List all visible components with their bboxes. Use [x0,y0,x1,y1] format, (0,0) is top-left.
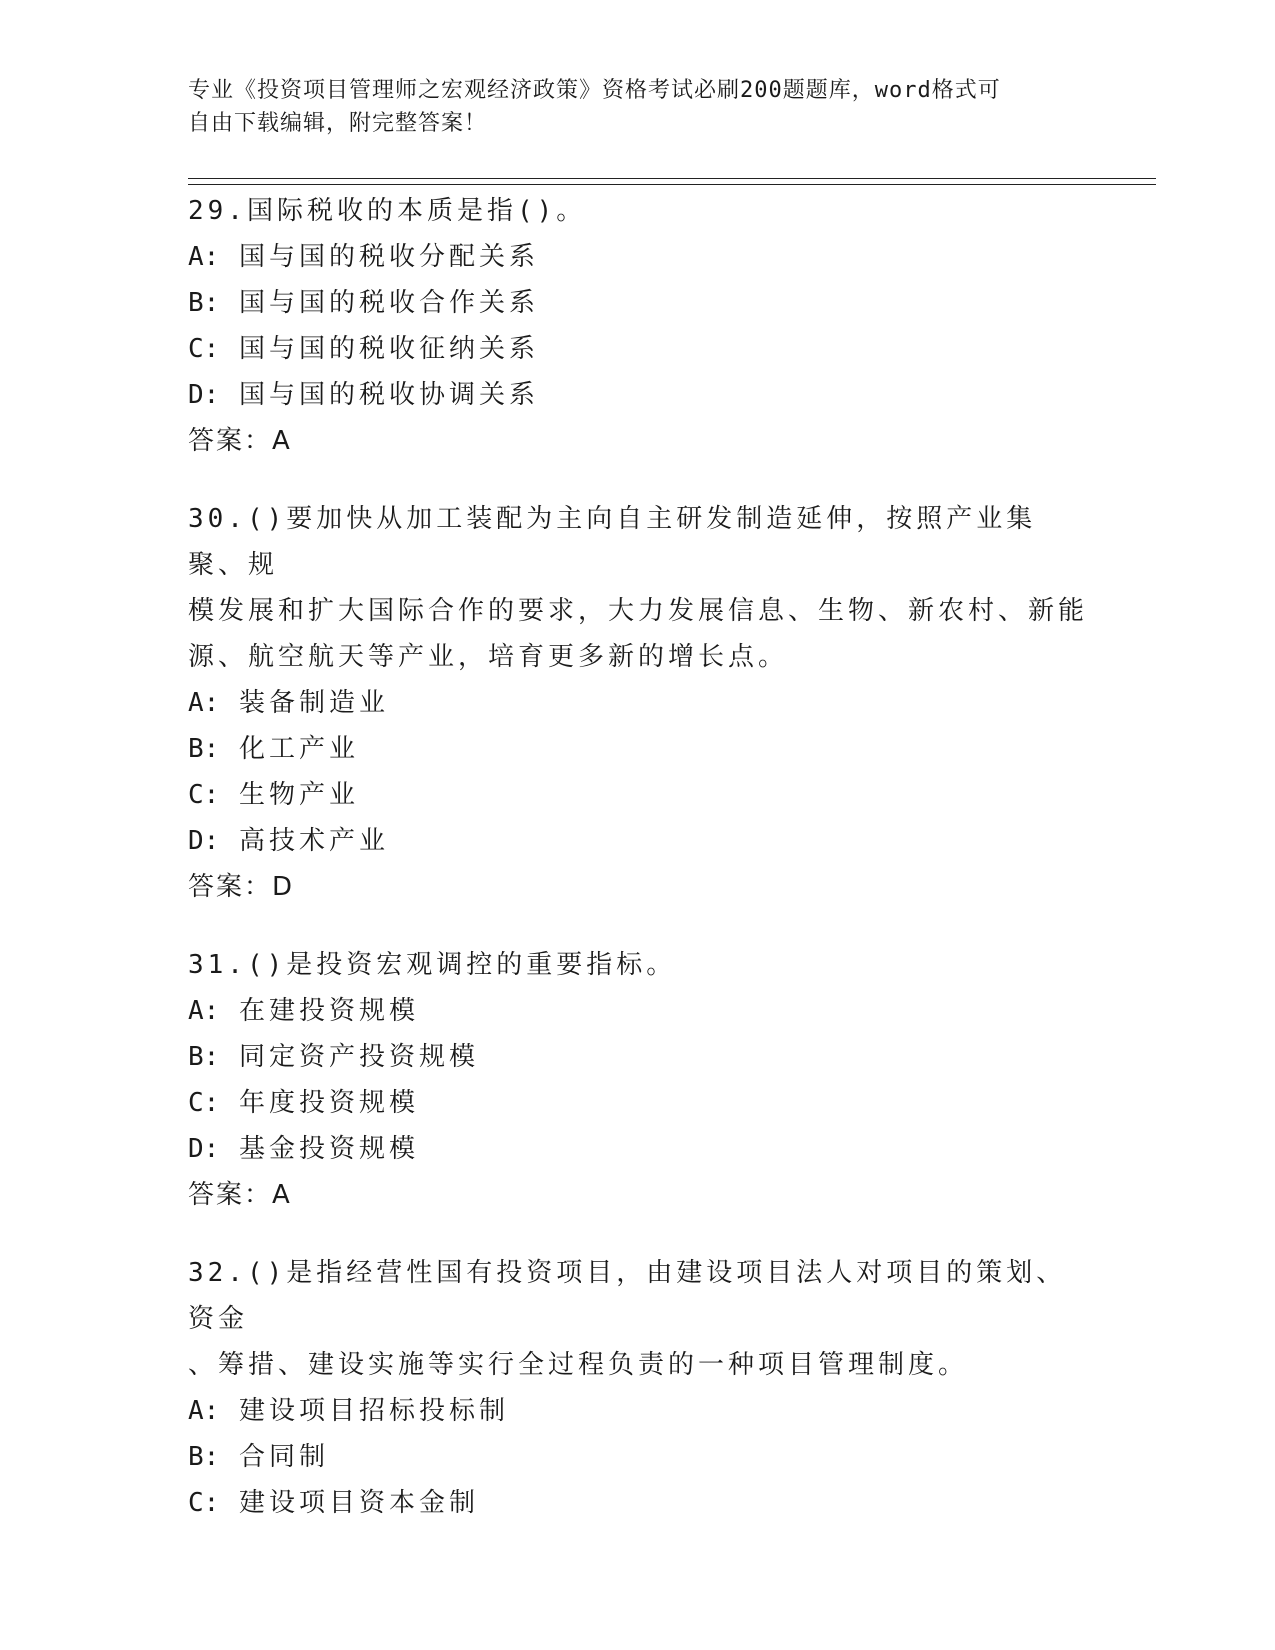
header-divider-top [188,178,1156,179]
option-letter: A: [188,1396,220,1426]
answer-option [188,988,1088,1034]
option-letter: C: [188,780,220,810]
question-stem-line: 模发展和扩大国际合作的要求，大力发展信息、生物、新农村、新能 [188,596,1089,626]
option-letter: C: [188,1088,220,1118]
answer-option [188,680,1088,726]
question-stem-line: 源、航空航天等产业，培育更多新的增长点。 [188,642,789,672]
option-text: 基金投资规模 [238,1134,419,1164]
question-block [188,188,1088,464]
answer-option [188,1126,1088,1172]
option-text: 国与国的税收分配关系 [238,242,539,272]
question-stem-line: 、筹措、建设实施等实行全过程负责的一种项目管理制度。 [188,1350,969,1380]
question-list [188,188,1088,1558]
header-divider-bottom [188,184,1156,185]
answer-option [188,372,1088,418]
answer-option [188,726,1088,772]
question-stem-line: 32.()是指经营性国有投资项目，由建设项目法人对项目的策划、资金 [188,1258,1067,1334]
header-line-2: 自由下载编辑，附完整答案！ [188,111,488,136]
option-text: 高技术产业 [238,826,389,856]
option-letter: D: [188,1134,220,1164]
option-text: 国与国的税收协调关系 [238,380,539,410]
option-text: 化工产业 [238,734,359,764]
option-letter: A: [188,996,220,1026]
option-letter: B: [188,288,220,318]
answer-key: 答案：A [188,1180,292,1210]
option-text: 建设项目资本金制 [238,1488,479,1518]
answer-key: 答案：D [188,872,295,902]
option-letter: B: [188,1442,220,1472]
question-block [188,942,1088,1218]
option-letter: B: [188,734,220,764]
option-text: 国与国的税收合作关系 [238,288,539,318]
option-letter: B: [188,1042,220,1072]
option-text: 合同制 [238,1442,329,1472]
option-text: 装备制造业 [238,688,389,718]
document-header [188,74,1088,140]
answer-option [188,1034,1088,1080]
answer-option [188,1434,1088,1480]
answer-option [188,818,1088,864]
question-block [188,496,1088,910]
answer-option [188,1388,1088,1434]
option-text: 国与国的税收征纳关系 [238,334,539,364]
question-stem-line: 30.()要加快从加工装配为主向自主研发制造延伸，按照产业集聚、规 [188,504,1037,580]
header-line-1: 专业《投资项目管理师之宏观经济政策》资格考试必刷200题题库，word格式可 [188,78,1001,103]
question-stem-line: 29.国际税收的本质是指()。 [188,196,587,226]
answer-option [188,326,1088,372]
answer-key: 答案：A [188,426,292,456]
answer-option [188,772,1088,818]
answer-option [188,280,1088,326]
option-letter: D: [188,380,220,410]
question-stem-line: 31.()是投资宏观调控的重要指标。 [188,950,677,980]
option-letter: C: [188,1488,220,1518]
option-letter: A: [188,688,220,718]
option-text: 在建投资规模 [238,996,419,1026]
option-text: 生物产业 [238,780,359,810]
answer-option [188,1480,1088,1526]
option-text: 建设项目招标投标制 [238,1396,509,1426]
option-letter: C: [188,334,220,364]
question-block [188,1250,1088,1526]
option-text: 同定资产投资规模 [238,1042,479,1072]
answer-option [188,234,1088,280]
option-letter: A: [188,242,220,272]
answer-option [188,1080,1088,1126]
option-letter: D: [188,826,220,856]
option-text: 年度投资规模 [238,1088,419,1118]
